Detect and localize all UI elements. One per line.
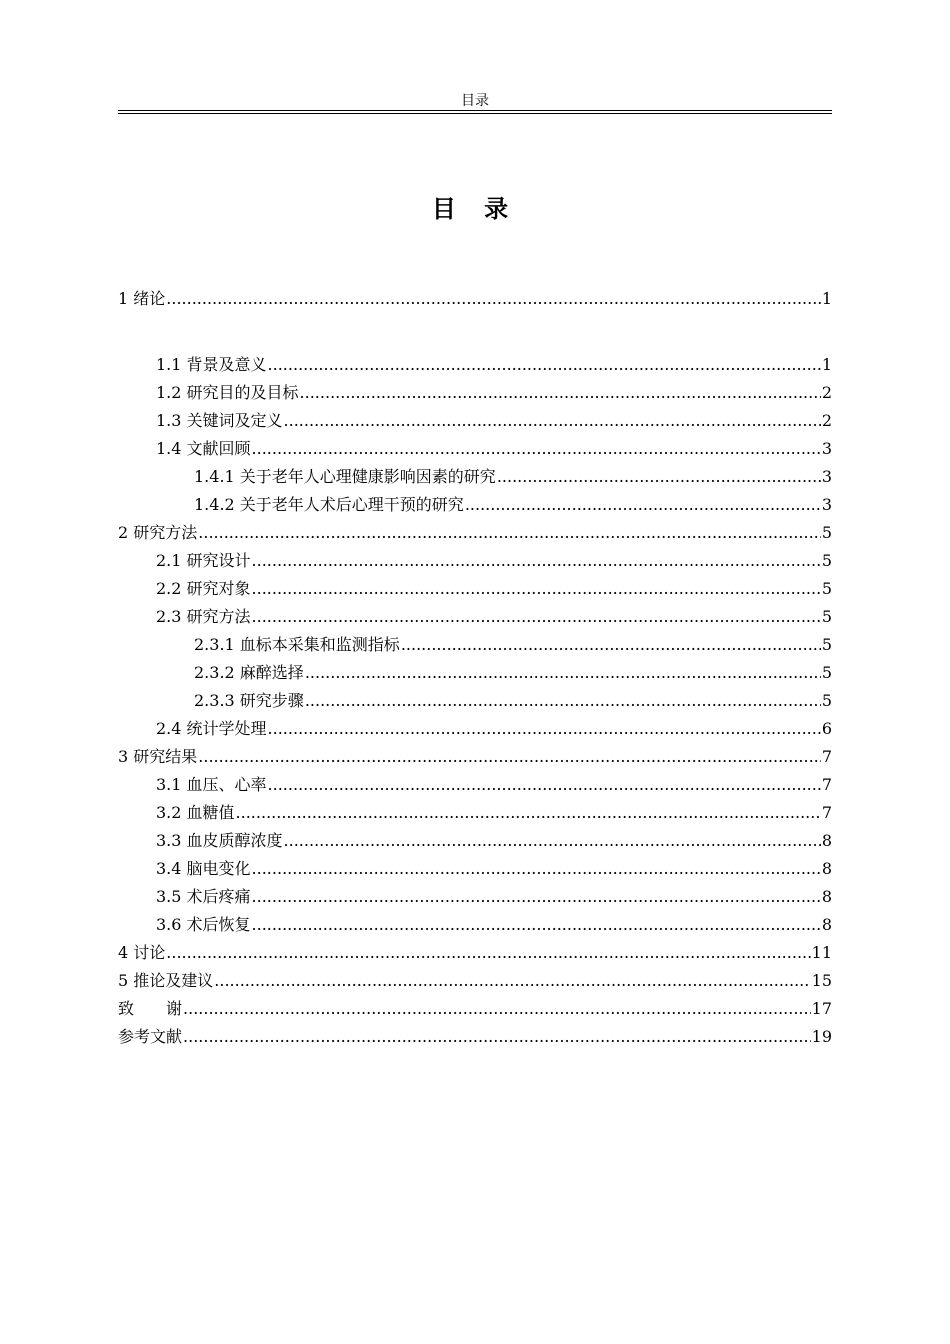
toc-entry[interactable] — [118, 381, 832, 405]
toc-leader-dots — [236, 801, 821, 825]
toc-leader-dots — [268, 717, 821, 741]
toc-entry-page: 5 — [821, 691, 832, 710]
toc-entry[interactable] — [118, 857, 832, 881]
toc-entry-label: 参考文献 — [118, 1027, 183, 1046]
toc-entry[interactable] — [118, 1025, 832, 1049]
toc-entry-page: 5 — [821, 579, 832, 598]
toc-leader-dots — [252, 549, 821, 573]
toc-entry-label: 2 研究方法 — [118, 523, 198, 542]
toc-entry-page: 3 — [821, 467, 832, 486]
toc-entry-label: 3.4 脑电变化 — [156, 859, 251, 878]
toc-entry-page: 5 — [821, 551, 832, 570]
toc-leader-dots — [300, 381, 821, 405]
toc-entry-label: 2.1 研究设计 — [156, 551, 251, 570]
toc-entry-page: 7 — [821, 803, 832, 822]
toc-entry[interactable] — [118, 689, 832, 713]
toc-entry[interactable] — [118, 493, 832, 517]
toc-entry[interactable] — [118, 409, 832, 433]
toc-entry-label: 1.4 文献回顾 — [156, 439, 251, 458]
toc-entry-label: 3.6 术后恢复 — [156, 915, 251, 934]
toc-entry-label: 2.4 统计学处理 — [156, 719, 267, 738]
toc-leader-dots — [465, 493, 821, 517]
toc-entry-page: 19 — [811, 1027, 832, 1046]
toc-leader-dots — [284, 409, 821, 433]
toc-entry-label: 1.2 研究目的及目标 — [156, 383, 299, 402]
toc-entry-label: 3.2 血糖值 — [156, 803, 235, 822]
toc-leader-dots — [183, 997, 811, 1021]
toc-entry-label: 1 绪论 — [118, 289, 166, 308]
header-rule — [118, 110, 832, 114]
toc-entry-label: 3.1 血压、心率 — [156, 775, 267, 794]
toc-entry[interactable] — [118, 969, 832, 993]
toc-entry-label: 3.3 血皮质醇浓度 — [156, 831, 283, 850]
toc-entry-page: 2 — [821, 411, 832, 430]
toc-entry-label: 1.3 关键词及定义 — [156, 411, 283, 430]
toc-leader-dots — [497, 465, 821, 489]
toc-entry[interactable] — [118, 549, 832, 573]
toc-leader-dots — [268, 773, 821, 797]
toc-leader-dots — [268, 353, 821, 377]
toc-leader-dots — [252, 913, 821, 937]
toc-entry-label: 2.3.2 麻醉选择 — [194, 663, 304, 682]
toc-entry[interactable] — [118, 913, 832, 937]
toc-entry-label: 2.2 研究对象 — [156, 579, 251, 598]
toc-entry[interactable] — [118, 941, 832, 965]
toc-entry-page: 8 — [821, 831, 832, 850]
toc-entry-label: 1.4.2 关于老年人术后心理干预的研究 — [194, 495, 464, 514]
toc-entry-page: 6 — [821, 719, 832, 738]
toc-entry-page: 3 — [821, 439, 832, 458]
toc-entry-page: 8 — [821, 859, 832, 878]
toc-entry-label: 3.5 术后疼痛 — [156, 887, 251, 906]
toc-entry-label: 1.4.1 关于老年人心理健康影响因素的研究 — [194, 467, 496, 486]
toc-entry[interactable] — [118, 773, 832, 797]
toc-leader-dots — [198, 745, 821, 769]
toc-leader-dots — [252, 577, 821, 601]
toc-entry[interactable] — [118, 745, 832, 769]
toc-entry-page: 2 — [821, 383, 832, 402]
toc-entry-page: 3 — [821, 495, 832, 514]
toc-entry-label: 4 讨论 — [118, 943, 166, 962]
toc-leader-dots — [198, 521, 821, 545]
toc-entry-page: 17 — [811, 999, 832, 1018]
toc-entry[interactable] — [118, 605, 832, 629]
toc-entry[interactable] — [118, 829, 832, 853]
toc-entry-label: 2.3 研究方法 — [156, 607, 251, 626]
toc-entry[interactable] — [118, 353, 832, 377]
toc-leader-dots — [284, 829, 821, 853]
toc-entry-page: 5 — [821, 663, 832, 682]
toc-entry-label: 2.3.1 血标本采集和监测指标 — [194, 635, 400, 654]
toc-leader-dots — [401, 633, 821, 657]
toc-entry[interactable] — [118, 437, 832, 461]
toc-leader-dots — [252, 885, 821, 909]
toc-leader-dots — [252, 605, 821, 629]
toc-entry-page: 8 — [821, 915, 832, 934]
toc-entry-page: 1 — [821, 289, 832, 308]
toc-entry-label: 5 推论及建议 — [118, 971, 214, 990]
toc-leader-dots — [305, 689, 821, 713]
toc-leader-dots — [166, 941, 810, 965]
toc-entry-page: 7 — [821, 747, 832, 766]
toc-entry-page: 5 — [821, 607, 832, 626]
toc-entry-label: 3 研究结果 — [118, 747, 198, 766]
toc-entry[interactable] — [118, 801, 832, 825]
page-header-title: 目录 — [461, 93, 489, 109]
toc-entry[interactable] — [118, 633, 832, 657]
toc-entry[interactable] — [118, 717, 832, 741]
toc-leader-dots — [252, 437, 821, 461]
toc-entry-label: 1.1 背景及意义 — [156, 355, 267, 374]
toc-entry-page: 5 — [821, 523, 832, 542]
toc-entry-label: 2.3.3 研究步骤 — [194, 691, 304, 710]
toc-entry[interactable] — [118, 465, 832, 489]
toc-entry-page: 7 — [821, 775, 832, 794]
toc-entry[interactable] — [118, 661, 832, 685]
toc-entry-page: 1 — [821, 355, 832, 374]
toc-entry-page: 11 — [811, 943, 832, 962]
toc-entry-label: 致 谢 — [118, 999, 183, 1018]
toc-leader-dots — [183, 1025, 811, 1049]
toc-leader-dots — [305, 661, 821, 685]
toc-leader-dots — [214, 969, 810, 993]
toc-entry-page: 8 — [821, 887, 832, 906]
toc-entry[interactable] — [118, 577, 832, 601]
toc-leader-dots — [252, 857, 821, 881]
toc-entry[interactable] — [118, 287, 832, 311]
toc-leader-dots — [166, 287, 821, 311]
toc-entry[interactable] — [118, 885, 832, 909]
toc-entry-page: 15 — [811, 971, 832, 990]
toc-title: 目 录 — [431, 194, 519, 223]
toc-entry-page: 5 — [821, 635, 832, 654]
toc-entry[interactable] — [118, 521, 832, 545]
toc-entry[interactable] — [118, 997, 832, 1021]
